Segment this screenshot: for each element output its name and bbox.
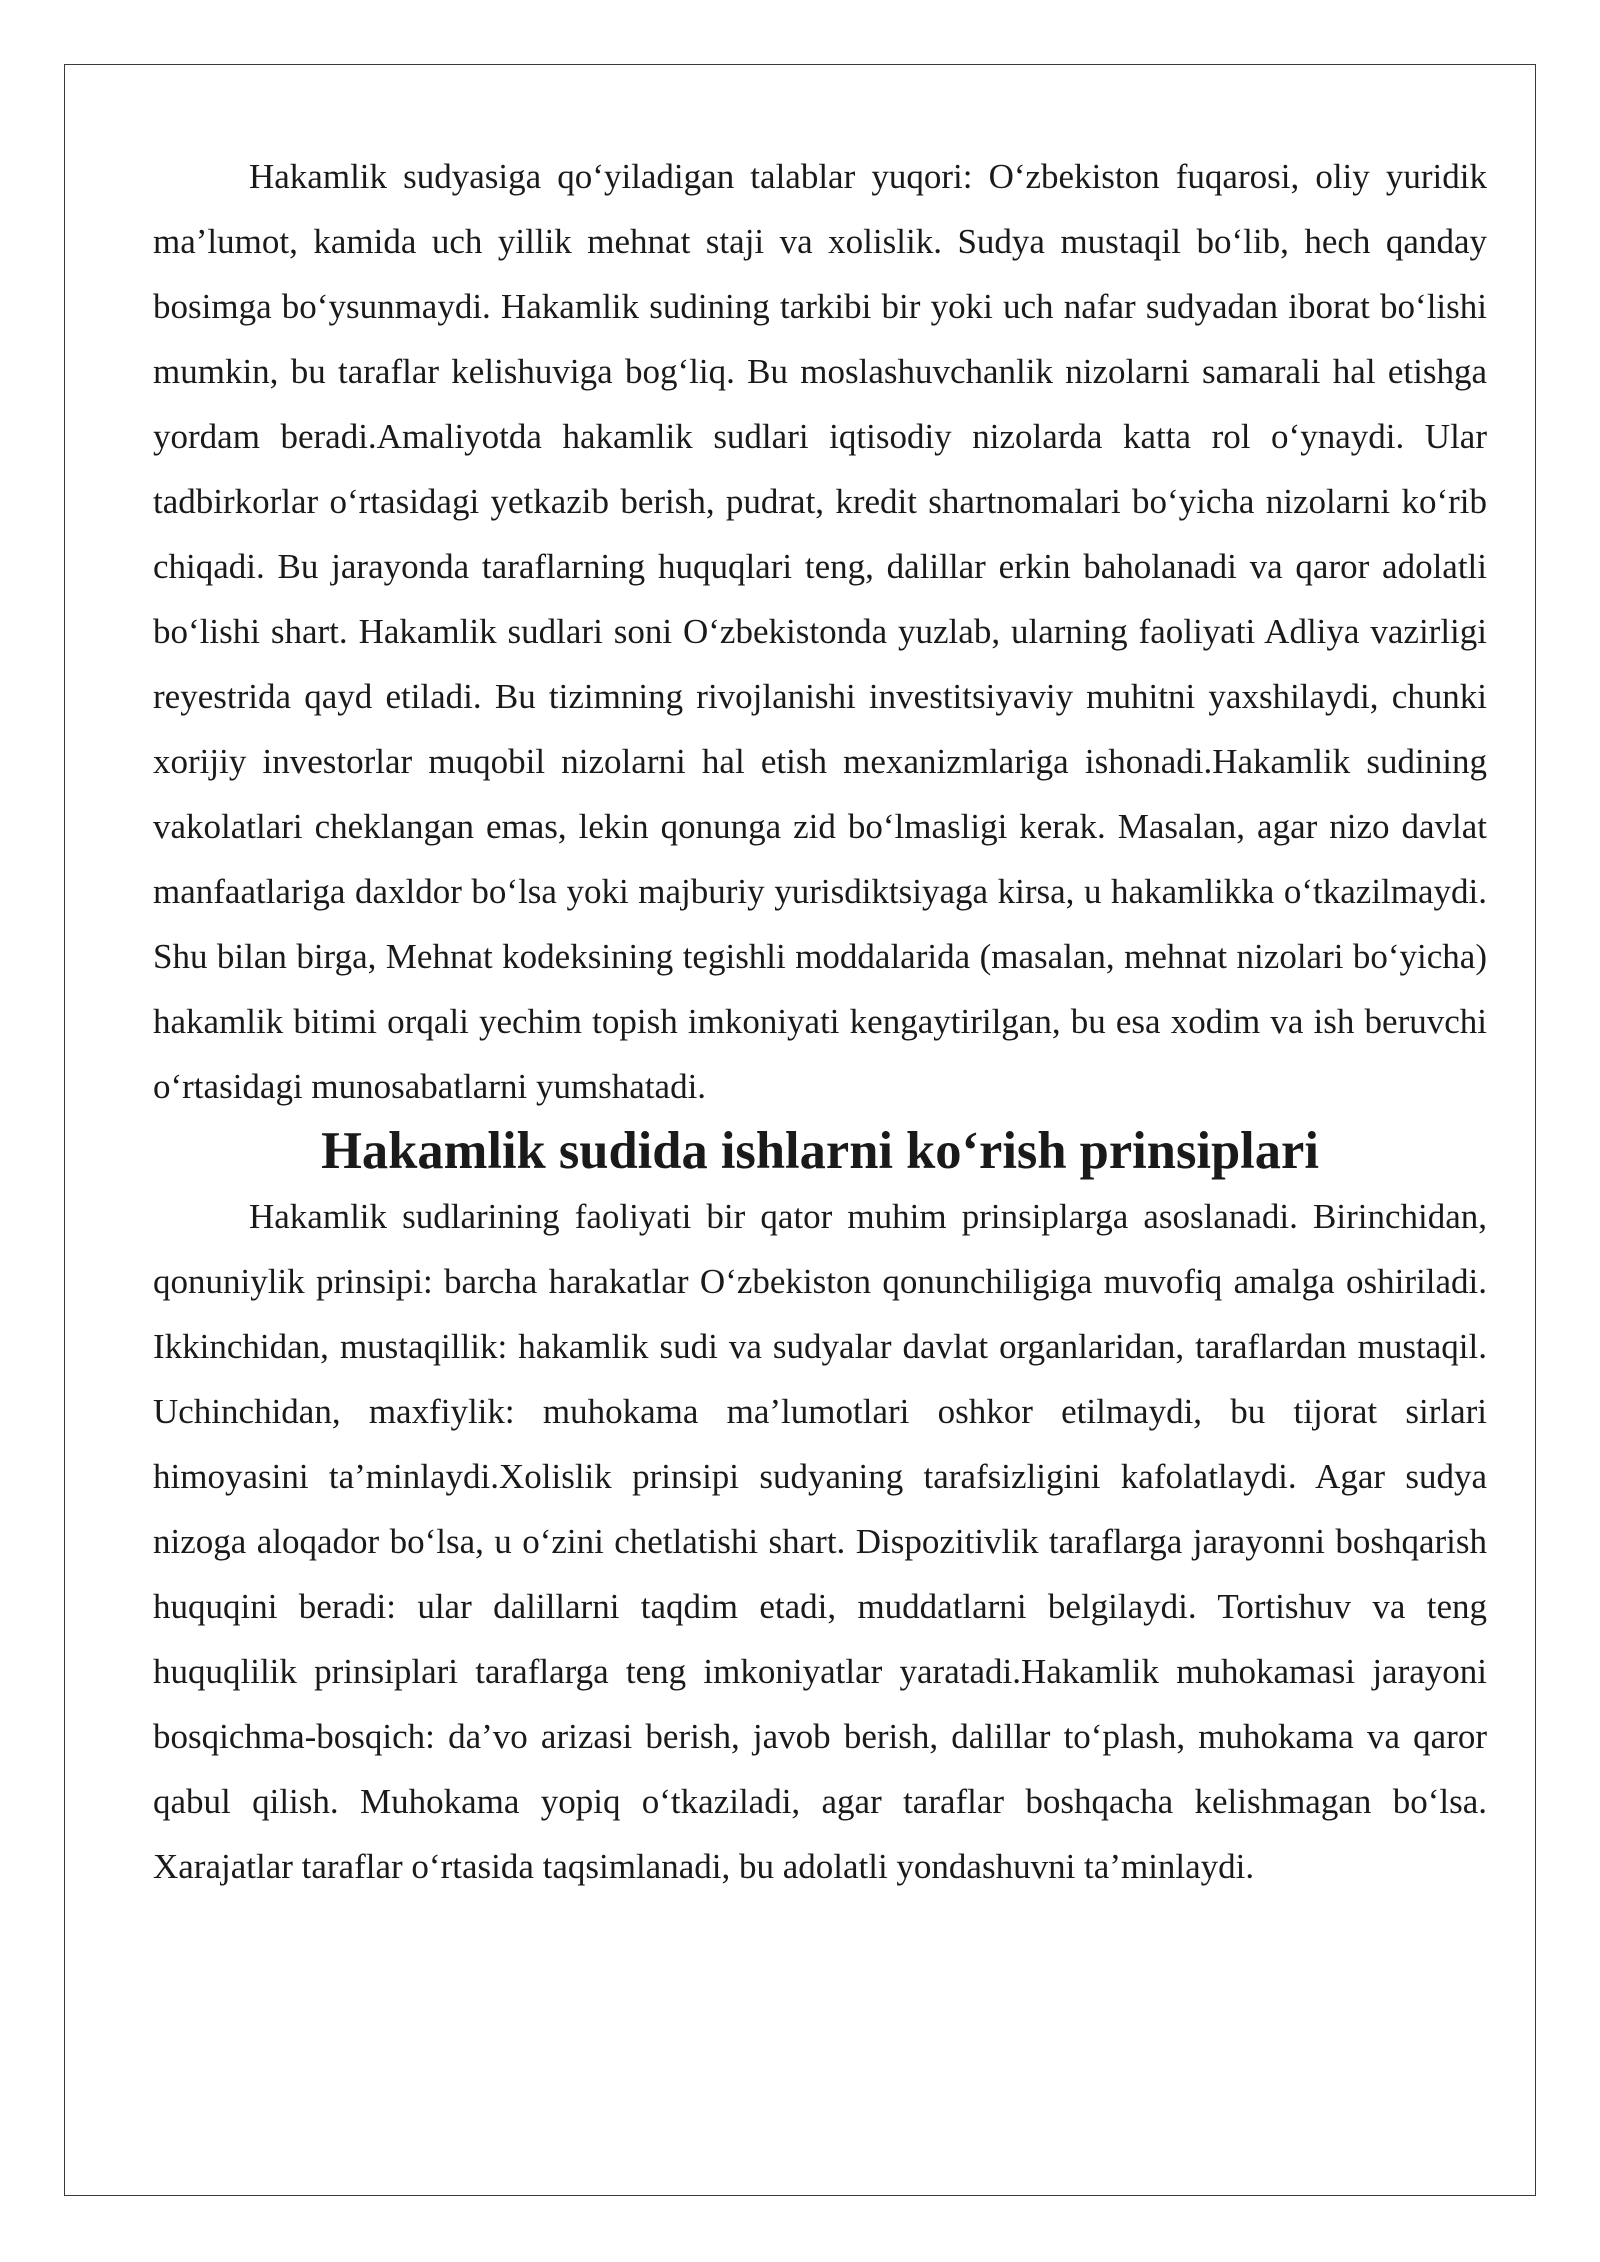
- body-paragraph-1: Hakamlik sudyasiga qo‘yiladigan talablar yuqori: O‘zbekiston fuqarosi, oliy yuridik ma’lumot, kamida uch yillik mehnat staji va xolislik. Sudya mustaqil bo‘lib, hech qanday bosimga bo‘ysunmaydi. Hakamlik sudining tarkibi bir yoki uch nafar sudyadan iborat bo‘lishi mumkin, bu taraflar kelishuviga bog‘liq. Bu moslashuvchanlik nizolarni samarali hal etishga yordam beradi.Amaliyotda hakamlik sudlari iqtisodiy nizolarda katta rol o‘ynaydi. Ular tadbirkorlar o‘rtasidagi yetkazib berish, pudrat, kredit shartnomalari bo‘yicha nizolarni ko‘rib chiqadi. Bu jarayonda taraflarning huquqlari teng, dalillar erkin baholanadi va qaror adolatli bo‘lishi shart. Hakamlik sudlari soni O‘zbekistonda yuzlab, ularning faoliyati Adliya vazirligi reyestrida qayd etiladi. Bu tizimning rivojlanishi investitsiyaviy muhitni yaxshilaydi, chunki xorijiy investorlar muqobil nizolarni hal etish mexanizmlariga ishonadi.Hakamlik sudining vakolatlari cheklangan emas, lekin qonunga zid bo‘lmasligi kerak. Masalan, agar nizo davlat manfaatlariga daxldor bo‘lsa yoki majburiy yurisdiktsiyaga kirsa, u hakamlikka o‘tkazilmaydi. Shu bilan birga, Mehnat kodeksining tegishli moddalarida (masalan, mehnat nizolari bo‘yicha) hakamlik bitimi orqali yechim topish imkoniyati kengaytirilgan, bu esa xodim va ish beruvchi o‘rtasidagi munosabatlarni yumshatadi.: [153, 157, 1487, 1106]
- body-paragraph-2: Hakamlik sudlarining faoliyati bir qator muhim prinsiplarga asoslanadi. Birinchidan, qonuniylik prinsipi: barcha harakatlar O‘zbekiston qonunchiligiga muvofiq amalga oshiriladi. Ikkinchidan, mustaqillik: hakamlik sudi va sudyalar davlat organlaridan, taraflardan mustaqil. Uchinchidan, maxfiylik: muhokama ma’lumotlari oshkor etilmaydi, bu tijorat sirlari himoyasini ta’minlaydi.Xolislik prinsipi sudyaning tarafsizligini kafolatlaydi. Agar sudya nizoga aloqador bo‘lsa, u o‘zini chetlatishi shart. Dispozitivlik taraflarga jarayonni boshqarish huquqini beradi: ular dalillarni taqdim etadi, muddatlarni belgilaydi. Tortishuv va teng huquqlilik prinsiplari taraflarga teng imkoniyatlar yaratadi.Hakamlik muhokamasi jarayoni bosqichma-bosqich: da’vo arizasi berish, javob berish, dalillar to‘plash, muhokama va qaror qabul qilish. Muhokama yopiq o‘tkaziladi, agar taraflar boshqacha kelishmagan bo‘lsa. Xarajatlar taraflar o‘rtasida taqsimlanadi, bu adolatli yondashuvni ta’minlaydi.: [153, 1197, 1487, 1886]
- section-heading: Hakamlik sudida ishlarni ko‘rish prinsiplari: [321, 1122, 1319, 1180]
- document-body: [153, 144, 1487, 1899]
